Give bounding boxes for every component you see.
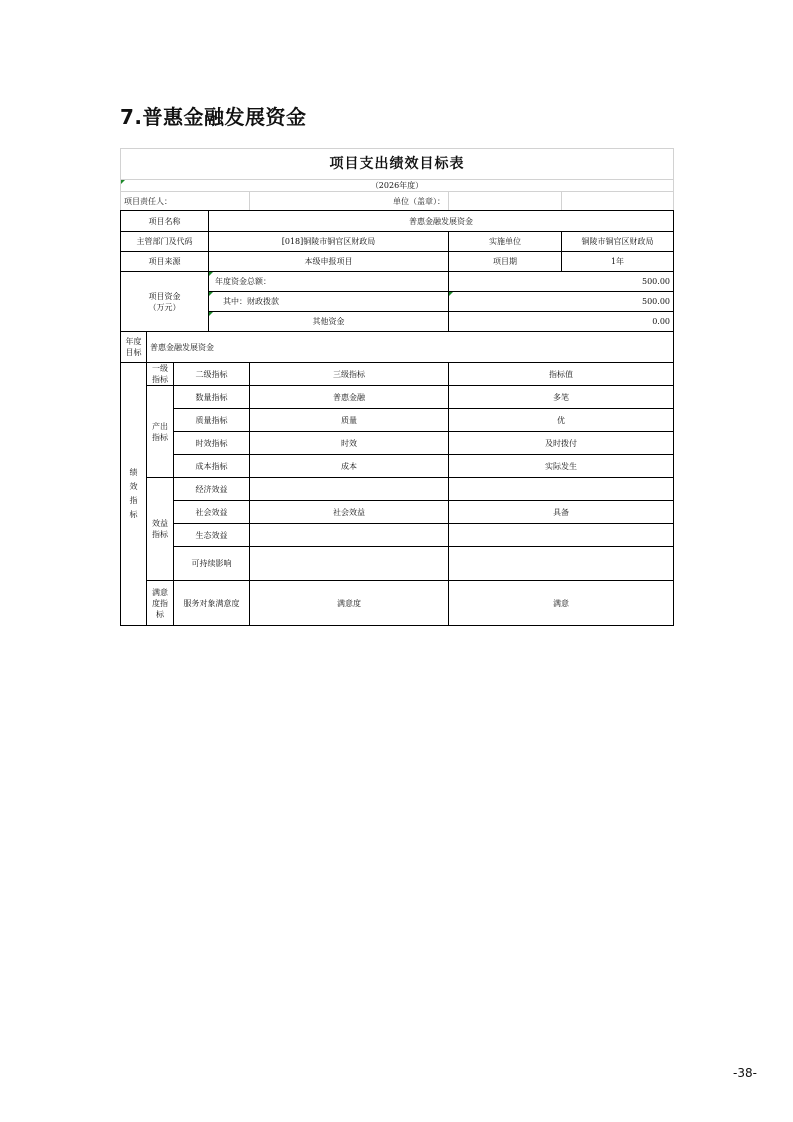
benefit-indicator-label <box>147 478 174 581</box>
period-label: 项目期 <box>449 252 562 272</box>
table-row-level2: 经济效益 <box>174 478 250 501</box>
annual-goal-value: 普惠金融发展资金 <box>147 332 674 363</box>
perf-char-1: 绩 <box>129 468 138 477</box>
table-row-value <box>449 478 674 501</box>
benefit-label-line1: 效益 <box>152 519 168 528</box>
table-row-value: 具备 <box>449 501 674 524</box>
satisfaction-label-line2: 度指 <box>152 598 168 608</box>
project-name-value: 普惠金融发展资金 <box>209 211 674 232</box>
table-row-level2: 质量指标 <box>174 409 250 432</box>
section-heading: 7.普惠金融发展资金 <box>120 105 307 129</box>
impl-unit-value: 铜陵市铜官区财政局 <box>562 232 674 252</box>
table-row-level3: 满意度 <box>250 581 449 626</box>
table-row-value <box>449 524 674 547</box>
page-number: -38- <box>733 1066 757 1080</box>
table-row-level2: 数量指标 <box>174 386 250 409</box>
table-row-value <box>449 547 674 581</box>
annual-goal-label-line2: 目标 <box>125 348 142 357</box>
table-row-level3 <box>250 478 449 501</box>
period-value: 1年 <box>562 252 674 272</box>
table-title: 项目支出绩效目标表 <box>121 149 674 180</box>
dept-label: 主管部门及代码 <box>121 232 209 252</box>
funds-label-line1: 项目资金 <box>148 291 181 301</box>
fund-total-label: 年度资金总额： <box>209 272 449 292</box>
table-row-level2: 成本指标 <box>174 455 250 478</box>
unit-extra <box>562 192 674 211</box>
table-row-value: 满意 <box>449 581 674 626</box>
funds-label <box>121 272 209 332</box>
fund-fiscal-label: 其中：财政拨款 <box>209 292 449 312</box>
table-row-level2: 社会效益 <box>174 501 250 524</box>
annual-goal-label-line1: 年度 <box>125 337 142 346</box>
impl-unit-label: 实施单位 <box>449 232 562 252</box>
table-row-level2: 生态效益 <box>174 524 250 547</box>
table-row-level3: 成本 <box>250 455 449 478</box>
table-year: （2026年度） <box>121 180 674 192</box>
benefit-label-line2: 指标 <box>152 530 168 539</box>
satisfaction-label-line1: 满意 <box>152 587 168 597</box>
funds-label-line2: （万元） <box>148 302 181 312</box>
table-row-value: 优 <box>449 409 674 432</box>
level3-header: 三级指标 <box>250 363 449 386</box>
fund-other-label: 其他资金 <box>209 312 449 332</box>
annual-goal-label <box>121 332 147 363</box>
table-row-level3: 质量 <box>250 409 449 432</box>
fund-fiscal-value: 500.00 <box>449 292 674 312</box>
satisfaction-indicator-label <box>147 581 174 626</box>
source-label: 项目来源 <box>121 252 209 272</box>
perf-indicator-label <box>121 363 147 626</box>
table-row-level2: 可持续影响 <box>174 547 250 581</box>
level1-header <box>147 363 174 386</box>
table-row-value: 多笔 <box>449 386 674 409</box>
performance-target-table <box>120 148 674 626</box>
perf-char-2: 效 <box>129 482 138 491</box>
table-row-level2: 服务对象满意度 <box>174 581 250 626</box>
satisfaction-label-line3: 标 <box>156 609 164 619</box>
table-row-level3: 普惠金融 <box>250 386 449 409</box>
table-row-level3 <box>250 547 449 581</box>
unit-value <box>449 192 562 211</box>
project-name-label: 项目名称 <box>121 211 209 232</box>
output-indicator-label <box>147 386 174 478</box>
unit-label: 单位（盖章）： <box>250 192 449 211</box>
source-value: 本级申报项目 <box>209 252 449 272</box>
table-row-level3: 时效 <box>250 432 449 455</box>
output-label-line1: 产出 <box>152 421 168 431</box>
table-row-value: 及时拨付 <box>449 432 674 455</box>
perf-char-3: 指 <box>129 496 138 505</box>
responsible-label: 项目责任人： <box>121 192 250 211</box>
output-label-line2: 指标 <box>152 432 168 442</box>
table-row-value: 实际发生 <box>449 455 674 478</box>
fund-total-value: 500.00 <box>449 272 674 292</box>
level1-header-line2: 指标 <box>152 375 168 384</box>
perf-char-4: 标 <box>129 510 138 519</box>
fund-other-value: 0.00 <box>449 312 674 332</box>
value-header: 指标值 <box>449 363 674 386</box>
level1-header-line1: 一级 <box>152 364 168 373</box>
table-row-level2: 时效指标 <box>174 432 250 455</box>
table-row-level3 <box>250 524 449 547</box>
level2-header: 二级指标 <box>174 363 250 386</box>
table-row-level3: 社会效益 <box>250 501 449 524</box>
dept-value: [018]铜陵市铜官区财政局 <box>209 232 449 252</box>
